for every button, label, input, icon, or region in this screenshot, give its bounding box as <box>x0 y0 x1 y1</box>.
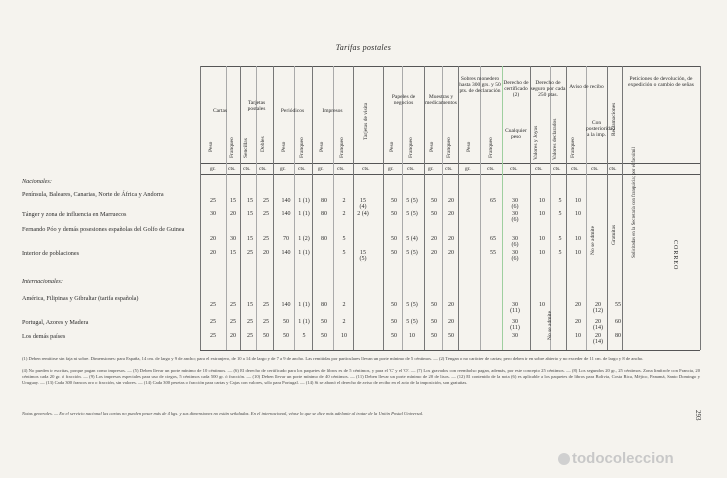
table-cell: 5 <box>558 198 562 204</box>
col-divider <box>353 66 354 350</box>
section-internacionales: Internacionales: <box>22 278 63 285</box>
section-nacionales: Nacionales: <box>22 178 52 185</box>
running-head-correo: CORREO <box>672 240 678 271</box>
table-cell: 15 <box>247 236 253 242</box>
table-cell: 55 <box>490 250 496 256</box>
subheader-franqueo: Franqueo <box>408 137 414 158</box>
table-cell: 70 <box>283 236 289 242</box>
unit: cts. <box>228 166 236 172</box>
table-cell: 20 <box>448 211 454 217</box>
table-cell: 20 <box>263 250 269 256</box>
unit: cts. <box>553 166 561 172</box>
table-cell: 25 <box>247 319 253 325</box>
table-cell: 30 (11) <box>510 319 520 331</box>
table-cell: 140 <box>281 211 291 217</box>
logo-mark-icon <box>558 453 570 465</box>
subheader-dobles: Dobles <box>260 136 266 152</box>
subheader-franqueo: Franqueo <box>446 137 452 158</box>
table-cell: 25 <box>247 333 253 339</box>
table-cell: 15 <box>247 211 253 217</box>
col-divider <box>383 66 384 350</box>
table-cell: 25 <box>263 236 269 242</box>
table-cell: 25 <box>210 302 216 308</box>
table-cell: 15 <box>247 302 253 308</box>
table-cell: 5 (5) <box>406 211 418 217</box>
table-cell: 65 <box>490 198 496 204</box>
table-cell: 5 (5) <box>406 302 418 308</box>
table-cell: 5 (5) <box>406 319 418 325</box>
table-cell: 10 <box>341 333 347 339</box>
unit: cts. <box>487 166 495 172</box>
row-label: Portugal, Azores y Madera <box>22 319 89 326</box>
table-cell: 20 <box>575 302 581 308</box>
table-cell: 50 <box>391 319 397 325</box>
table-cell: 50 <box>431 211 437 217</box>
table-cell: 5 (5) <box>406 198 418 204</box>
table-cell: 30 (11) <box>510 302 520 314</box>
page-number: 293 <box>694 410 702 421</box>
header-tarjetas-visita: Tarjetas de visita <box>363 102 369 140</box>
table-cell: 140 <box>281 302 291 308</box>
table-cell: 1 (2) <box>298 236 310 242</box>
table-cell: 2 <box>342 198 346 204</box>
table-cell: 10 <box>539 198 545 204</box>
table-cell: 15 (4) <box>359 198 367 210</box>
note-gratuitas: Gratuitas <box>611 224 617 245</box>
unit: gr. <box>210 166 216 172</box>
subheader-peso: Peso <box>208 141 214 152</box>
header-tarjetas-postales: Tarjetas postales <box>247 100 266 112</box>
subheader-franqueo: Franqueo <box>229 137 235 158</box>
table-cell: 25 <box>230 302 236 308</box>
row-label: Tánger y zona de influencia en Marruecos <box>22 211 127 218</box>
unit: cts. <box>337 166 345 172</box>
subheader-peso: Peso <box>429 141 435 152</box>
table-cell: 20 <box>230 333 236 339</box>
header-reclamaciones: Reclamaciones <box>611 102 617 136</box>
table-cell: 20 <box>431 250 437 256</box>
table-cell: 50 <box>283 319 289 325</box>
table-cell: 20 <box>448 250 454 256</box>
table-cell: 30 <box>230 236 236 242</box>
header-sobres: Sobres monedero hasta 300 grs. y 50 pts. de declaración <box>459 76 501 94</box>
table-cell: 55 <box>615 302 621 308</box>
table-cell: 10 <box>575 333 581 339</box>
table-cell: 20 <box>575 319 581 325</box>
subheader-peso: Peso <box>281 141 287 152</box>
table-cell: 80 <box>321 302 327 308</box>
table-cell: 25 <box>263 211 269 217</box>
subheader-valores-declarados: Valores declarados <box>552 118 558 160</box>
table-cell: 2 <box>342 302 346 308</box>
table-cell: 10 <box>575 250 581 256</box>
units-rule <box>200 174 700 175</box>
unit: cts. <box>609 166 617 172</box>
unit: cts. <box>535 166 543 172</box>
note-no-se-admite-int: No se admite <box>547 310 553 340</box>
header-impresos: Impresos <box>322 108 343 114</box>
footnote: (4) No pueden ir escritas, porque pagan como impresos. — (5) Deben llevar un porte mínimo de 10 céntimos. — (6) El derecho de certificado para los paquetes de libros es de 5 céntimos, y para el 'C' y el 'O'. — (7) Los gravados con reembolso pagan, además, por este concepto 25 céntimos. — (8) Los segundos 20 gr., 25 céntimos. Zona limítrofe con Francia, 20 céntimos cada 20 gr. ó fracción. — (9) Los impresos especiales para uso de ciegos, 5 céntimos cada 500 gr. ó fracción. — (10) Deben llevar un porte mínimo de 40 céntimos. — (11) Deben llevar un porte mínimo de 20 de lisos. — (12) El contenido de la nota (6) es aplicable a los paquetes de libros para Bolivia, Costa Rica, Méjico, Panamá, Santo Domingo y Uruguay. — (13) Cada 300 francos oro o fracción, sin valores. — (14) Cada 300 pesetas o fracción para cartas y Cajas con valores, sólo para Portugal. — (14) Si se abonó el derecho de aviso de recibo en el acto de la imposición, son gratuitas. <box>22 368 700 385</box>
table-cell: 30 (6) <box>511 211 519 223</box>
footnote: (1) Deben remitirse sin faja ni sobre. Dimensiones: para España, 14 cm. de largo y 9 de ancho; para el extranjero, de 10 a 14 de largo y de 7 a 9 de ancho. Las remitidas por particulares llevan un porte mínimo de 5 céntimos. — (2) Tengan o no carácter de cartas; pero deben ir en sobre abierto y no exceder de 11 cm. de largo y 8 de ancho. <box>22 356 644 361</box>
col-divider <box>586 66 587 350</box>
subheader-franqueo: Franqueo <box>339 137 345 158</box>
table-cell: 50 <box>431 333 437 339</box>
table-cell: 80 <box>615 333 621 339</box>
table-cell: 15 (5) <box>359 250 367 262</box>
table-cell: 80 <box>321 211 327 217</box>
table-cell: 10 <box>539 211 545 217</box>
table-cell: 10 <box>539 236 545 242</box>
header-muestras: Muestras y medicamentos <box>425 94 457 106</box>
table-cell: 5 <box>342 236 346 242</box>
table-cell: 20 <box>448 319 454 325</box>
col-divider <box>458 66 459 350</box>
unit: cts. <box>259 166 267 172</box>
table-bottom-rule <box>200 350 700 351</box>
table-cell: 50 <box>431 319 437 325</box>
header-papeles-negocios: Papeles de negocios <box>391 94 416 106</box>
header-cartas: Cartas <box>212 108 228 114</box>
table-cell: 140 <box>281 250 291 256</box>
unit: cts. <box>243 166 251 172</box>
col-divider <box>530 66 531 350</box>
table-cell: 5 (5) <box>406 250 418 256</box>
table-cell: 25 <box>263 198 269 204</box>
table-cell: 140 <box>281 198 291 204</box>
table-cell: 10 <box>539 250 545 256</box>
row-label: América, Filipinas y Gibraltar (tarifa española) <box>22 295 139 302</box>
table-cell: 1 (1) <box>298 302 310 308</box>
table-cell: 80 <box>321 236 327 242</box>
table-cell: 50 <box>391 302 397 308</box>
table-cell: 5 <box>558 236 562 242</box>
table-cell: 20 <box>431 236 437 242</box>
table-cell: 25 <box>230 319 236 325</box>
table-cell: 50 <box>431 302 437 308</box>
note-no-se-admite: No se admite <box>590 225 596 255</box>
table-cell: 2 <box>342 211 346 217</box>
table-top-rule <box>200 66 700 67</box>
col-divider <box>607 66 608 350</box>
table-cell: 5 <box>302 333 306 339</box>
subheader-franqueo: Franqueo <box>570 137 576 158</box>
table-cell: 10 <box>575 198 581 204</box>
table-cell: 50 <box>391 250 397 256</box>
unit: cts. <box>591 166 599 172</box>
page-title: Tarifas postales <box>335 43 392 52</box>
table-cell: 20 <box>448 302 454 308</box>
table-cell: 1 (1) <box>298 319 310 325</box>
unit: cts. <box>445 166 453 172</box>
table-cell: 20 <box>210 236 216 242</box>
table-cell: 50 <box>431 198 437 204</box>
subheader-valores-joyas: Valores y Joyas <box>533 125 539 160</box>
col-divider <box>502 66 503 350</box>
watermark-text: todocoleccion <box>572 450 674 467</box>
table-cell: 20 <box>448 198 454 204</box>
table-cell: 80 <box>321 198 327 204</box>
table-cell: 30 (6) <box>511 198 519 210</box>
table-cell: 5 <box>558 211 562 217</box>
watermark-logo <box>558 450 674 467</box>
table-cell: 20 <box>210 250 216 256</box>
col-divider <box>402 66 403 350</box>
table-cell: 30 <box>210 211 216 217</box>
subheader-peso: Peso <box>389 141 395 152</box>
table-cell: 30 (6) <box>511 250 519 262</box>
table-cell: 20 (14) <box>593 319 603 331</box>
unit: cts. <box>407 166 415 172</box>
row-label: Interior de poblaciones <box>22 250 80 257</box>
table-cell: 50 <box>391 198 397 204</box>
table-cell: 10 <box>575 211 581 217</box>
col-divider <box>442 66 443 350</box>
unit: gr. <box>318 166 324 172</box>
table-cell: 60 <box>615 319 621 325</box>
row-label: Fernando Póo y demás posesiones españolas del Golfo de Guinea <box>22 226 185 233</box>
header-separator-rule <box>200 163 700 164</box>
table-cell: 15 <box>230 198 236 204</box>
table-cell: 30 <box>512 333 518 339</box>
subheader-franqueo: Franqueo <box>488 137 494 158</box>
unit: cts. <box>298 166 306 172</box>
table-cell: 50 <box>391 333 397 339</box>
subheader-peso: Peso <box>319 141 325 152</box>
subheader-peso: Peso <box>466 141 472 152</box>
unit: cts. <box>571 166 579 172</box>
table-cell: 50 <box>321 319 327 325</box>
table-cell: 1 (1) <box>298 250 310 256</box>
table-cell: 10 <box>409 333 415 339</box>
col-divider <box>550 66 551 350</box>
table-cell: 1 (1) <box>298 198 310 204</box>
unit: gr. <box>280 166 286 172</box>
table-cell: 50 <box>391 211 397 217</box>
header-aviso-recibo: Aviso de recibo <box>569 84 604 90</box>
row-label: Los demás países <box>22 333 66 340</box>
table-cell: 50 <box>321 333 327 339</box>
unit: gr. <box>428 166 434 172</box>
table-cell: 20 <box>448 236 454 242</box>
header-periodicos: Periódicos <box>280 108 305 114</box>
table-cell: 1 (1) <box>298 211 310 217</box>
header-derecho-certificado: Derecho de certificado (2) <box>503 80 529 98</box>
col-divider <box>480 66 481 350</box>
table-cell: 30 (6) <box>511 236 519 248</box>
table-cell: 5 <box>342 250 346 256</box>
note-solicitadas: Solicitadas en la Secretaría con franquicia; por el facsímil <box>632 147 637 258</box>
table-cell: 25 <box>210 319 216 325</box>
table-cell: 20 (14) <box>593 333 603 345</box>
table-cell: 15 <box>230 250 236 256</box>
table-cell: 2 (4) <box>357 211 369 217</box>
table-cell: 65 <box>490 236 496 242</box>
table-cell: 25 <box>263 319 269 325</box>
subheader-cualquier-peso: Cualquier peso <box>505 128 527 140</box>
table-cell: 15 <box>247 198 253 204</box>
subheader-con-posterioridad: Con posterioridad a la imp. <box>586 120 616 138</box>
table-cell: 25 <box>210 198 216 204</box>
unit: gr. <box>465 166 471 172</box>
table-cell: 25 <box>247 250 253 256</box>
table-cell: 50 <box>391 236 397 242</box>
row-label: Península, Baleares, Canarias, Norte de África y Andorra <box>22 191 164 198</box>
table-cell: 50 <box>448 333 454 339</box>
col-divider <box>424 66 425 350</box>
col-divider <box>566 66 567 350</box>
table-cell: 20 <box>230 211 236 217</box>
header-derecho-seguro: Derecho de seguro por cada 250 ptas. <box>530 80 566 98</box>
table-cell: 2 <box>342 319 346 325</box>
unit: cts. <box>510 166 518 172</box>
table-cell: 5 <box>558 250 562 256</box>
unit: cts. <box>362 166 370 172</box>
table-cell: 25 <box>210 333 216 339</box>
unit: gr. <box>388 166 394 172</box>
table-cell: 10 <box>539 302 545 308</box>
table-cell: 50 <box>283 333 289 339</box>
table-cell: 20 (12) <box>593 302 603 314</box>
subheader-franqueo: Franqueo <box>299 137 305 158</box>
table-cell: 10 <box>575 236 581 242</box>
table-cell: 25 <box>263 302 269 308</box>
table-cell: 5 (4) <box>406 236 418 242</box>
subheader-sencillas: Sencillas <box>243 138 249 158</box>
col-divider <box>700 66 701 350</box>
table-cell: 50 <box>263 333 269 339</box>
header-peticiones: Peticiones de devolución, de expedición o cambio de señas <box>628 76 694 88</box>
footnote-notas-generales: Notas generales. — En el servicio nacional las cartas no pueden pesar más de 4 kgs. y sus dimensiones no están señaladas. En el internacional, véase lo que se dice más adelante al tratar de la Unión Postal Universal. <box>22 411 424 416</box>
